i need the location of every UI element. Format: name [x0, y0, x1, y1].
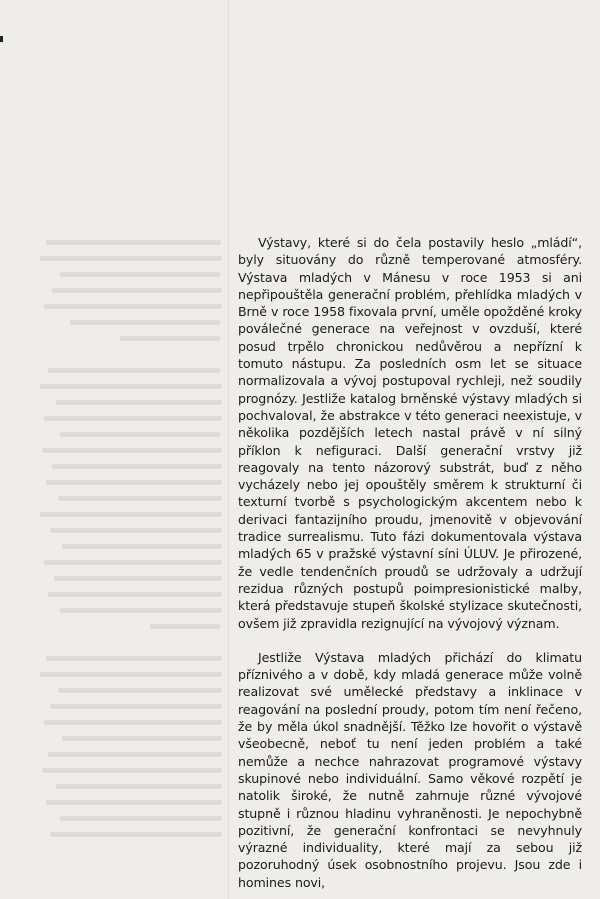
paragraph-2: Jestliže Výstava mladých přichází do klimatu příznivého a v době, kdy mladá generace může volně realizovat své umělecké představy a inklinace v reagování na poslední proudy, potom tím není řečeno, že by měla úkol snadnější. Těžko lze hovořit o výstavě všeobecně, neboť tu není jeden problém a také nemůže a nechce nahrazovat programové výstavy skupinové nebo individuální. Samo věkové rozpětí je natolik široké, že nutně zahrnuje různé vývojové stupně i různou hladinu vyhraněnosti. Je nepochybně pozitivní, že generační konfrontaci se nevyhnuly výrazné individuality, které mají za sebou již pozoruhodný úsek osobnostního projevu. Jsou zde i homines novi,: [238, 649, 582, 890]
show-through-text: [0, 0, 228, 899]
article-text-column: [238, 234, 582, 891]
page-fold-divider: [228, 0, 230, 899]
paragraph-1: Výstavy, které si do čela postavily heslo „mládí“, byly situovány do různě temperované atmosféry. Výstava mladých v Mánesu v roce 1953 si ani nepřipouštěla generační problém, přehlídka mladých v Brně v roce 1958 fixovala první, uměle opožděné kroky poválečné generace na veřejnost v ovzduší, které posud trpělo chronickou nedůvěrou a nepřízní k tomuto nástupu. Za posledních osm let se situace normalizovala a vývoj postupoval rychleji, než soudily prognózy. Jestliže katalog brněnské výstavy mladých si pochvaloval, že abstrakce v této generaci neexistuje, v několika pozdějších letech nastal právě v ní silný příklon k nefiguraci. Další generační vrstvy již reagovaly na tento názorový substrát, buď z něho vycházely nebo jej opouštěly směrem k strukturní či texturní tvorbě s psychologickým akcentem nebo k derivaci fantazijního proudu, jmenovitě v objevování tradice surrealismu. Tuto fázi dokumentovala výstava mladých 65 v pražské výstavní síni ÚLUV. Je přirozené, že vedle tendenčních proudů se udržovaly a udržují rezidua různých postupů poimpresionistické malby, která představuje stupeň školské stylizace skutečnosti, ovšem již zpravidla rezignující na vývojový význam.: [238, 235, 582, 631]
